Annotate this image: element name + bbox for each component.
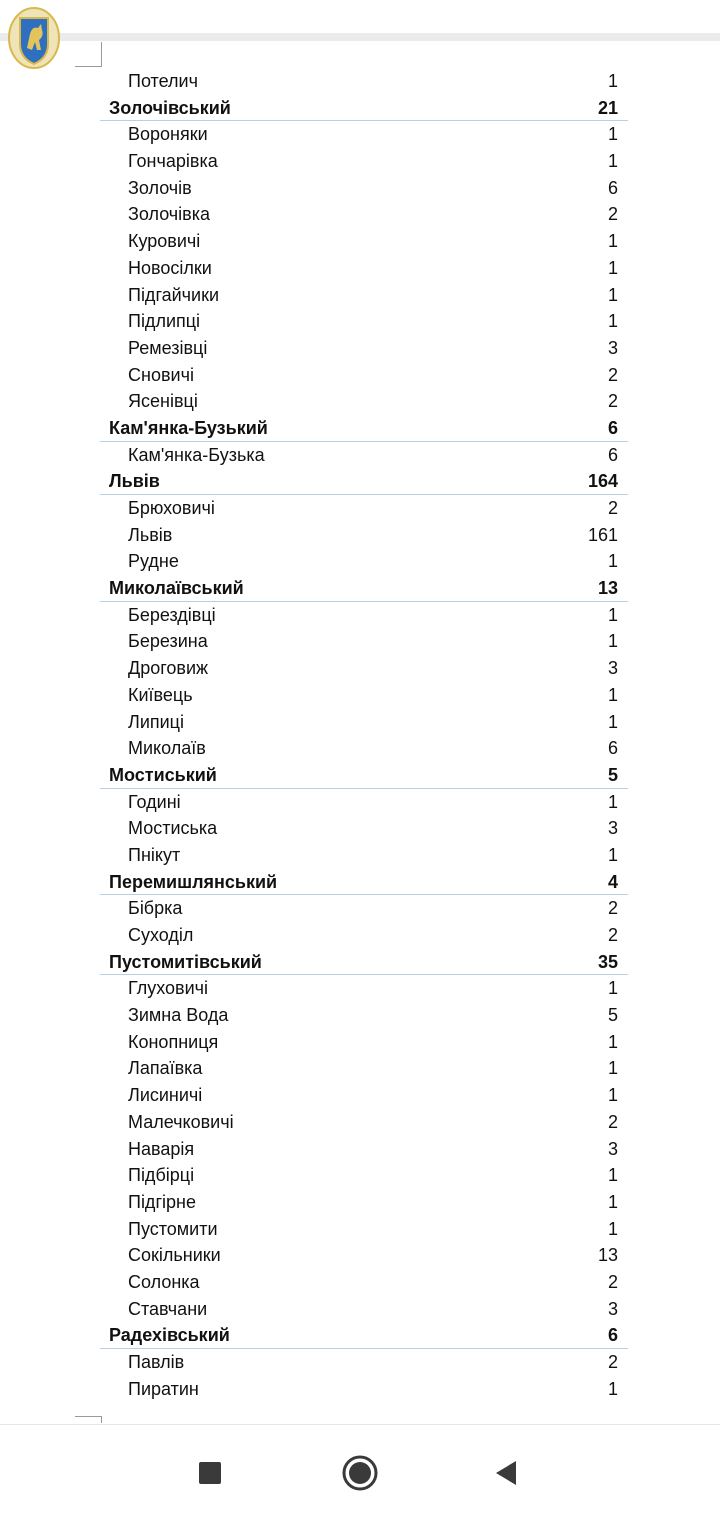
locality-name: Дроговиж — [128, 658, 209, 679]
triangle-back-icon — [486, 1453, 526, 1493]
statistics-table — [100, 68, 628, 1402]
locality-row — [100, 1002, 628, 1029]
locality-row — [100, 922, 628, 949]
locality-name: Кам'янка-Бузька — [128, 444, 265, 465]
locality-name: Підбірці — [128, 1165, 195, 1186]
locality-row — [100, 121, 628, 148]
locality-count: 1 — [607, 844, 618, 865]
locality-name: Лисиничі — [128, 1085, 203, 1106]
locality-name: Гончарівка — [128, 151, 218, 172]
locality-name: Підлипці — [128, 311, 201, 332]
locality-count: 161 — [587, 524, 618, 545]
locality-row — [100, 548, 628, 575]
district-count: 4 — [607, 871, 618, 892]
locality-count: 2 — [607, 364, 618, 385]
locality-row — [100, 1296, 628, 1323]
locality-name: Годині — [128, 791, 181, 812]
locality-row — [100, 1376, 628, 1403]
locality-name: Рудне — [128, 551, 179, 572]
coat-of-arms-logo — [8, 6, 60, 70]
locality-count: 2 — [607, 1352, 618, 1372]
locality-name: Берездівці — [128, 604, 216, 625]
locality-name: Золочівка — [128, 204, 211, 225]
locality-row — [100, 709, 628, 736]
locality-count: 3 — [607, 658, 618, 679]
district-row — [100, 415, 628, 442]
locality-row — [100, 1162, 628, 1189]
district-name: Перемишлянський — [109, 871, 278, 892]
locality-name: Конопниця — [128, 1031, 219, 1052]
locality-row — [100, 628, 628, 655]
locality-row — [100, 1109, 628, 1136]
locality-name: Суходіл — [128, 925, 194, 945]
locality-name: Київець — [128, 684, 193, 705]
locality-count: 1 — [607, 284, 618, 305]
locality-count: 3 — [607, 1298, 618, 1319]
locality-count: 1 — [607, 231, 618, 252]
locality-name: Ясенівці — [128, 391, 198, 412]
locality-name: Миколаїв — [128, 738, 206, 759]
page-corner-mark — [75, 1416, 102, 1423]
district-count: 6 — [607, 417, 618, 438]
district-name: Мостиський — [109, 764, 217, 785]
locality-count: 5 — [607, 1005, 618, 1026]
locality-name: Куровичі — [128, 231, 201, 252]
locality-row — [100, 682, 628, 709]
locality-count: 1 — [607, 551, 618, 572]
locality-count: 1 — [607, 1085, 618, 1106]
locality-name: Пустомити — [128, 1218, 218, 1239]
locality-row — [100, 442, 628, 469]
locality-name: Березина — [128, 631, 208, 652]
locality-count: 6 — [607, 444, 618, 465]
locality-count: 1 — [607, 1191, 618, 1212]
locality-row — [100, 602, 628, 629]
district-count: 21 — [597, 97, 618, 118]
locality-count: 3 — [607, 1138, 618, 1159]
locality-row — [100, 895, 628, 922]
locality-count: 1 — [607, 71, 618, 91]
locality-row — [100, 842, 628, 869]
locality-name: Потелич — [128, 71, 198, 91]
district-row — [100, 575, 628, 602]
locality-count: 3 — [607, 337, 618, 358]
locality-row — [100, 282, 628, 309]
locality-name: Малечковичі — [128, 1111, 234, 1132]
locality-name: Сокільники — [128, 1245, 221, 1266]
locality-count: 2 — [607, 925, 618, 945]
locality-count: 1 — [607, 257, 618, 278]
page-corner-mark — [75, 42, 102, 67]
locality-count: 2 — [607, 898, 618, 919]
locality-name: Пиратин — [128, 1378, 199, 1399]
locality-name: Новосілки — [128, 257, 212, 278]
locality-row — [100, 68, 628, 95]
district-row — [100, 468, 628, 495]
district-count: 35 — [597, 951, 618, 972]
locality-row — [100, 388, 628, 415]
locality-row — [100, 148, 628, 175]
district-count: 6 — [607, 1325, 618, 1346]
circle-home-icon — [340, 1453, 380, 1493]
locality-name: Підгірне — [128, 1191, 196, 1212]
locality-name: Лапаївка — [128, 1058, 203, 1079]
locality-count: 1 — [607, 124, 618, 145]
locality-count: 1 — [607, 1031, 618, 1052]
district-name: Золочівський — [109, 97, 231, 118]
recents-button[interactable] — [170, 1425, 250, 1521]
locality-count: 2 — [607, 1111, 618, 1132]
locality-row — [100, 1029, 628, 1056]
locality-count: 1 — [607, 311, 618, 332]
district-count: 13 — [597, 578, 618, 599]
locality-count: 2 — [607, 1271, 618, 1292]
locality-name: Вороняки — [128, 124, 208, 145]
district-count: 164 — [587, 471, 618, 492]
back-button[interactable] — [466, 1425, 546, 1521]
district-row — [100, 1322, 628, 1349]
locality-row — [100, 495, 628, 522]
locality-count: 2 — [607, 204, 618, 225]
locality-name: Глуховичі — [128, 978, 209, 999]
locality-name: Пнікут — [128, 844, 181, 865]
locality-count: 1 — [607, 1165, 618, 1186]
locality-count: 1 — [607, 151, 618, 172]
locality-name: Львів — [128, 524, 173, 545]
home-button[interactable] — [320, 1425, 400, 1521]
district-name: Львів — [109, 471, 160, 492]
locality-row — [100, 1349, 628, 1376]
locality-count: 1 — [607, 1378, 618, 1399]
district-row — [100, 762, 628, 789]
district-name: Радехівський — [109, 1325, 230, 1346]
locality-count: 1 — [607, 631, 618, 652]
district-name: Кам'янка-Бузький — [109, 417, 268, 438]
locality-name: Зимна Вода — [128, 1005, 229, 1026]
locality-row — [100, 1269, 628, 1296]
locality-count: 13 — [597, 1245, 618, 1266]
locality-row — [100, 175, 628, 202]
locality-name: Брюховичі — [128, 498, 215, 518]
locality-row — [100, 1055, 628, 1082]
page-top-edge — [0, 33, 720, 41]
locality-count: 1 — [607, 1058, 618, 1079]
locality-name: Павлів — [128, 1352, 185, 1372]
locality-count: 1 — [607, 1218, 618, 1239]
locality-count: 1 — [607, 684, 618, 705]
locality-row — [100, 735, 628, 762]
locality-row — [100, 255, 628, 282]
locality-name: Бібрка — [128, 898, 183, 919]
locality-row — [100, 1242, 628, 1269]
locality-name: Ремезівці — [128, 337, 208, 358]
locality-name: Ставчани — [128, 1298, 208, 1319]
locality-name: Липиці — [128, 711, 184, 732]
locality-name: Мостиська — [128, 818, 218, 839]
district-name: Миколаївський — [109, 578, 244, 599]
district-row — [100, 949, 628, 976]
locality-count: 2 — [607, 498, 618, 518]
locality-count: 2 — [607, 391, 618, 412]
locality-row — [100, 522, 628, 549]
locality-count: 1 — [607, 791, 618, 812]
district-row — [100, 95, 628, 122]
district-name: Пустомитівський — [109, 951, 262, 972]
locality-name: Підгайчики — [128, 284, 220, 305]
locality-row — [100, 1136, 628, 1163]
locality-count: 1 — [607, 978, 618, 999]
android-navigation-bar — [0, 1424, 720, 1521]
locality-row — [100, 655, 628, 682]
locality-count: 1 — [607, 711, 618, 732]
locality-row — [100, 975, 628, 1002]
locality-row — [100, 815, 628, 842]
locality-count: 3 — [607, 818, 618, 839]
locality-row — [100, 789, 628, 816]
locality-count: 6 — [607, 738, 618, 759]
locality-name: Солонка — [128, 1271, 200, 1292]
locality-row — [100, 228, 628, 255]
locality-count: 6 — [607, 177, 618, 198]
locality-row — [100, 335, 628, 362]
locality-count: 1 — [607, 604, 618, 625]
locality-name: Наварія — [128, 1138, 195, 1159]
locality-row — [100, 1082, 628, 1109]
square-recents-icon — [190, 1453, 230, 1493]
locality-row — [100, 201, 628, 228]
locality-row — [100, 308, 628, 335]
locality-row — [100, 362, 628, 389]
district-count: 5 — [607, 764, 618, 785]
locality-row — [100, 1216, 628, 1243]
locality-name: Золочів — [128, 177, 192, 198]
district-row — [100, 869, 628, 896]
locality-row — [100, 1189, 628, 1216]
locality-name: Сновичі — [128, 364, 194, 385]
